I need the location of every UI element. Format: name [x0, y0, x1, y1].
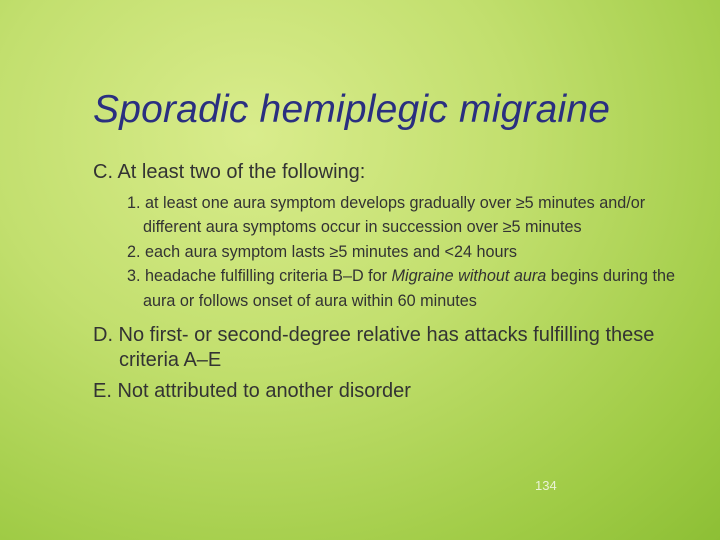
- page-number: 134: [535, 478, 557, 493]
- criterion-c-item-1: 1. at least one aura symptom develops gradually over ≥5 minutes and/or different aura symptoms occur in succession over ≥5 minutes: [127, 194, 646, 237]
- criterion-c-item-3: [127, 264, 687, 313]
- slide-content: [93, 160, 693, 410]
- criterion-c-item-2: 2. each aura symptom lasts ≥5 minutes and <24 hours: [127, 242, 517, 261]
- criterion-e: E. Not attributed to another disorder: [93, 380, 411, 403]
- item-3-text-after: begins during the aura or follows onset of aura within 60 minutes: [143, 267, 676, 310]
- item-3-italic-term: Migraine without aura: [391, 267, 547, 286]
- item-3-text-before: 3. headache fulfilling criteria B–D for: [127, 267, 392, 286]
- slide-title: Sporadic hemiplegic migraine: [93, 88, 611, 131]
- criterion-d: D. No first- or second-degree relative has attacks fulfilling these criteria A–E: [93, 324, 655, 372]
- criterion-c-heading: C. At least two of the following:: [93, 161, 366, 183]
- criterion-c-list: [127, 191, 687, 313]
